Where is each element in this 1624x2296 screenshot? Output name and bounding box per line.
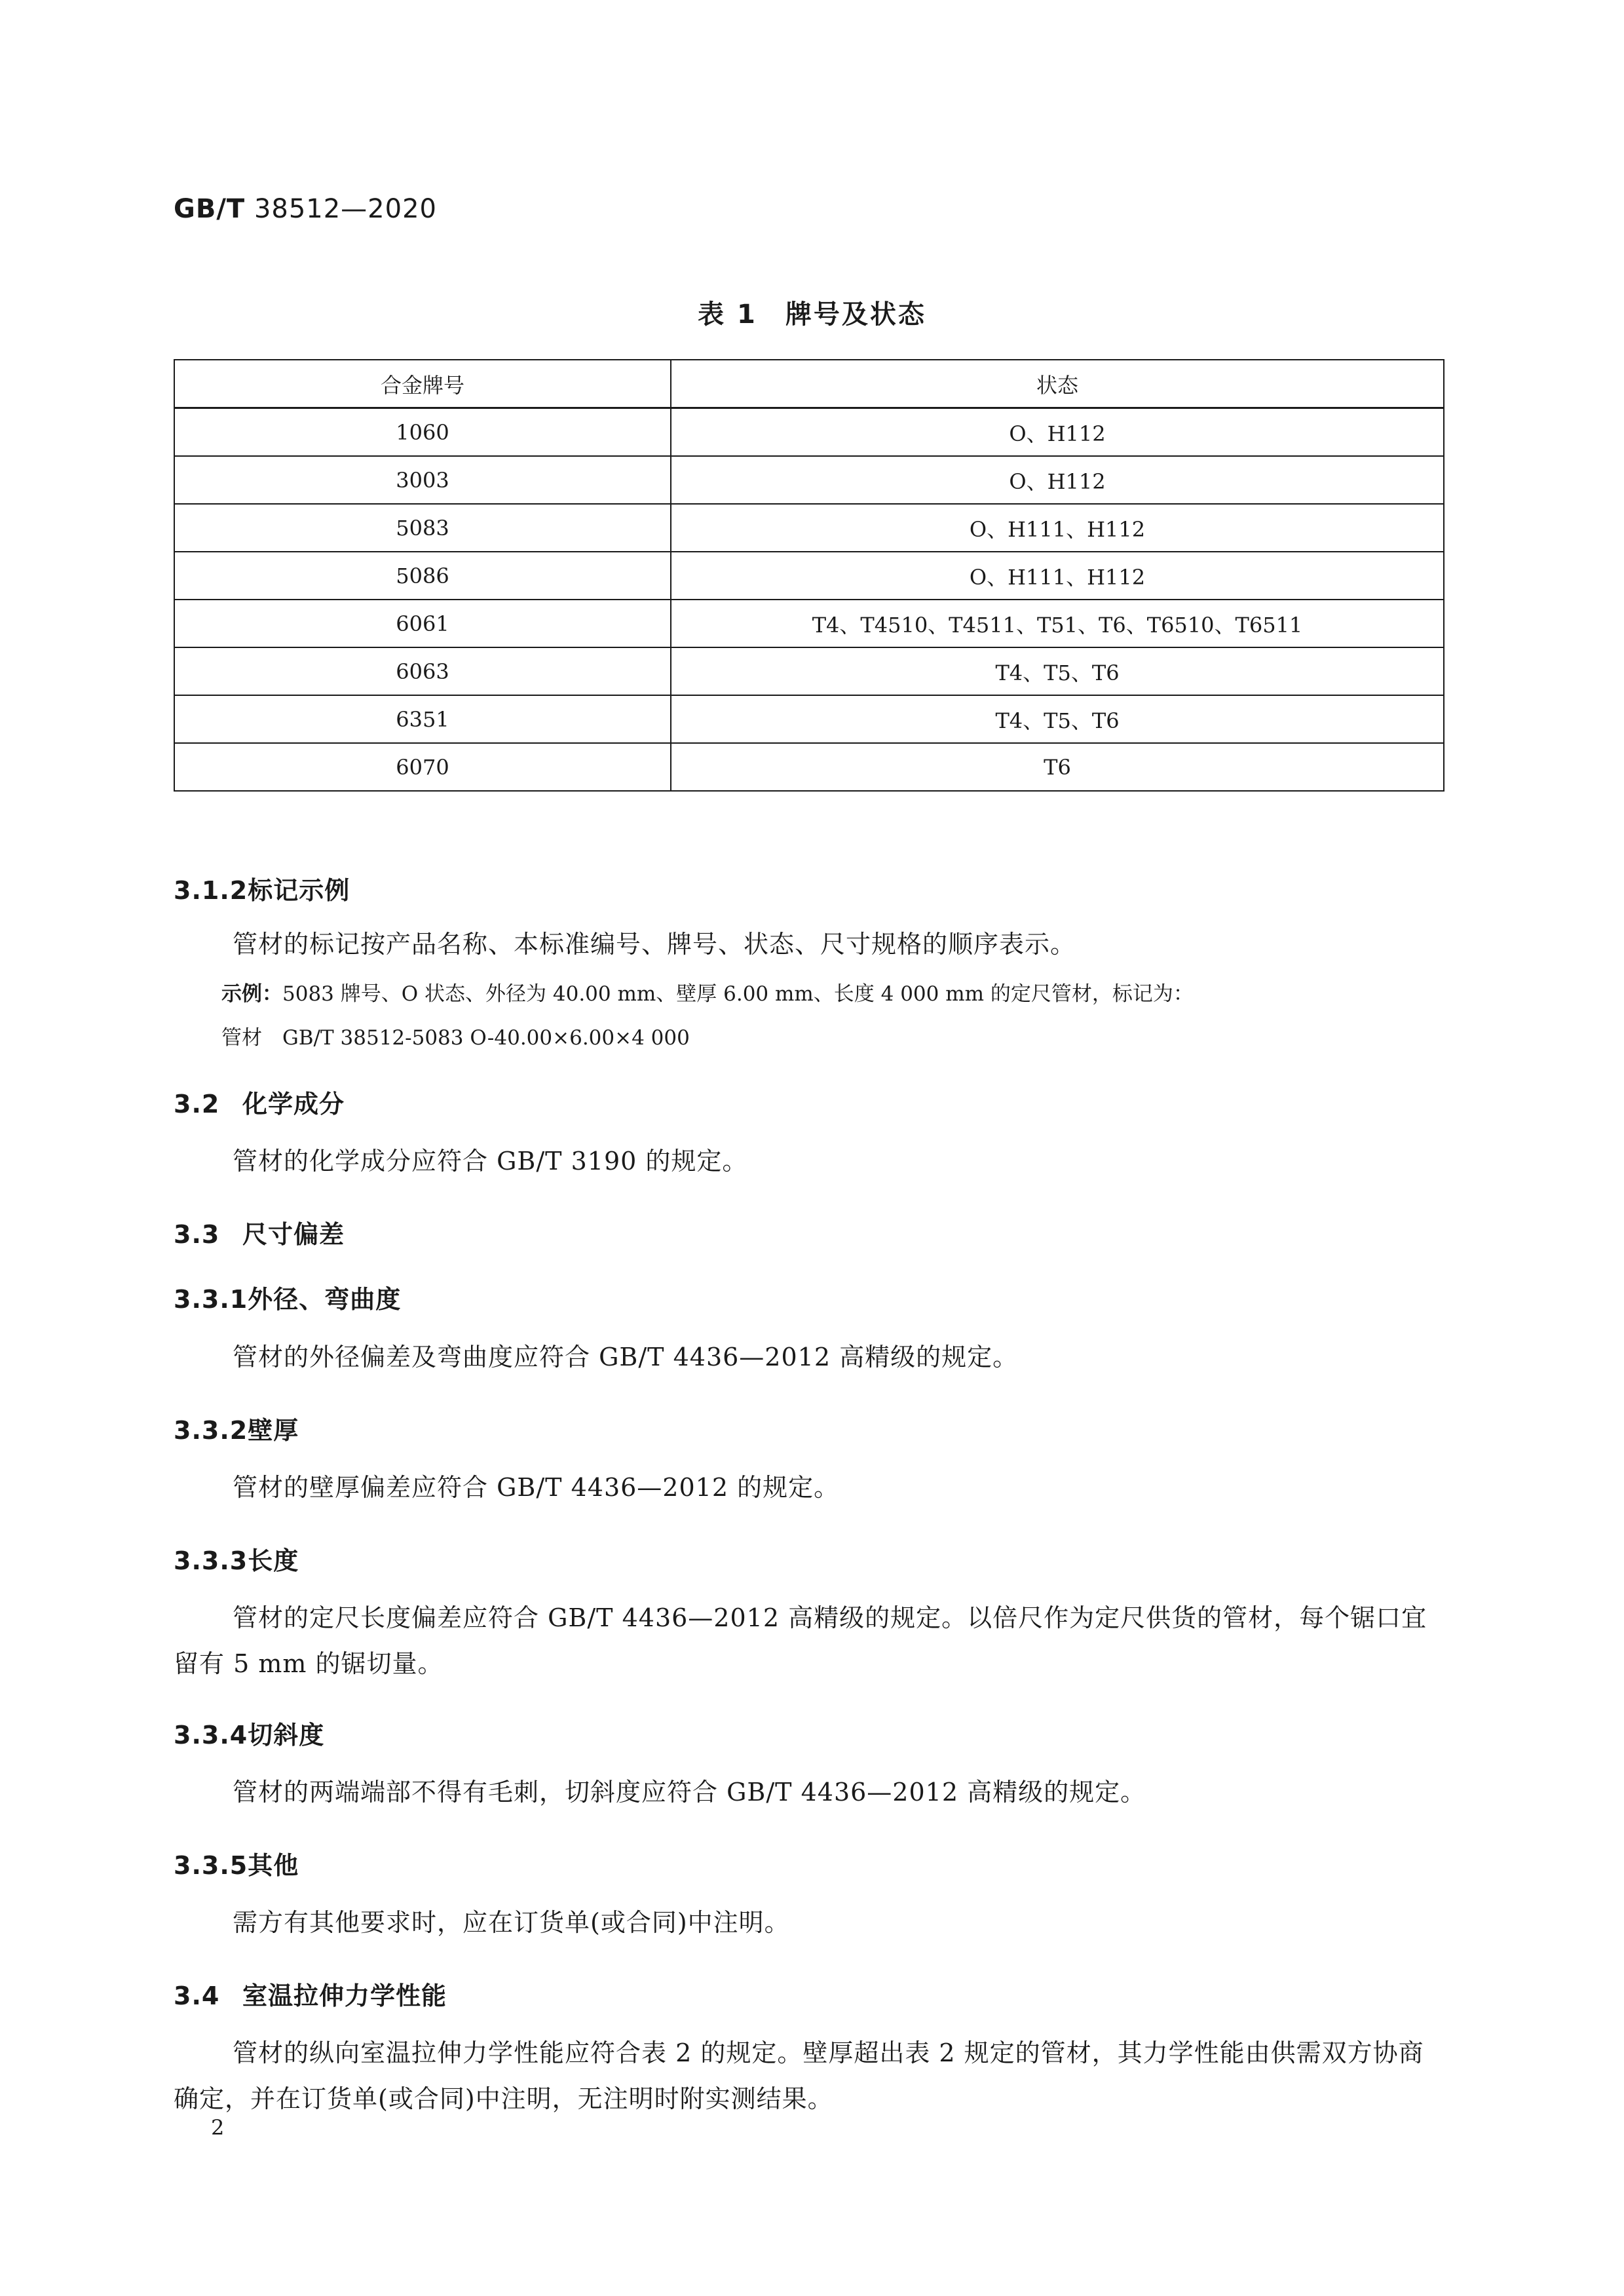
- paragraph-tensile-properties: 管材的纵向室温拉伸力学性能应符合表 2 的规定。壁厚超出表 2 规定的管材，其力学性能由供需双方协商确定，并在订货单(或合同)中注明，无注明时附实测结果。: [174, 2038, 1424, 2113]
- section-heading-3-4: [174, 1976, 447, 2012]
- section-number: 3.2: [174, 1090, 220, 1119]
- paragraph-outer-diameter: 管材的外径偏差及弯曲度应符合 GB/T 4436—2012 高精级的规定。: [233, 1343, 1019, 1371]
- section-number: 3.3.3: [174, 1546, 248, 1575]
- table-row: [174, 552, 1444, 600]
- grade-cell: 1060: [174, 408, 671, 457]
- standard-prefix: GB/T: [174, 194, 246, 224]
- table-row: [174, 647, 1444, 695]
- section-title: 壁厚: [248, 1416, 299, 1445]
- state-cell: O、H111、H112: [671, 552, 1444, 600]
- table-row: [174, 504, 1444, 552]
- section-title: 长度: [248, 1546, 299, 1575]
- section-number: 3.3: [174, 1220, 220, 1249]
- column-header-grade: 合金牌号: [174, 360, 671, 408]
- state-cell: T4、T4510、T4511、T51、T6、T6510、T6511: [671, 600, 1444, 647]
- grade-cell: 6063: [174, 647, 671, 695]
- section-heading-3-3-5: [174, 1845, 299, 1881]
- section-number: 3.3.1: [174, 1285, 248, 1314]
- table-row: [174, 695, 1444, 743]
- marking-designation: 管材 GB/T 38512-5083 O-40.00×6.00×4 000: [221, 1026, 690, 1050]
- section-heading-3-3-3: [174, 1540, 299, 1577]
- grade-cell: 5086: [174, 552, 671, 600]
- section-title: 标记示例: [248, 876, 350, 905]
- grade-cell: 5083: [174, 504, 671, 552]
- section-number: 3.4: [174, 1981, 220, 2010]
- state-cell: O、H112: [671, 456, 1444, 504]
- paragraph-marking: 管材的标记按产品名称、本标准编号、牌号、状态、尺寸规格的顺序表示。: [233, 930, 1076, 959]
- section-heading-3-3-4: [174, 1715, 324, 1751]
- marking-example: [221, 981, 1443, 1007]
- section-title: 切斜度: [248, 1721, 325, 1750]
- section-heading-3-2: [174, 1084, 345, 1120]
- example-label: 示例：: [221, 982, 282, 1006]
- column-header-state: 状态: [671, 360, 1444, 408]
- table-row: [174, 743, 1444, 791]
- state-cell: T4、T5、T6: [671, 695, 1444, 743]
- section-number: 3.3.4: [174, 1721, 248, 1750]
- table-row: [174, 456, 1444, 504]
- paragraph-other: 需方有其他要求时，应在订货单(或合同)中注明。: [233, 1908, 790, 1937]
- paragraph-wall-thickness: 管材的壁厚偏差应符合 GB/T 4436—2012 的规定。: [233, 1473, 840, 1502]
- paragraph-length: 管材的定尺长度偏差应符合 GB/T 4436—2012 高精级的规定。以倍尺作为定尺供货的管材，每个锯口宜留有 5 mm 的锯切量。: [174, 1603, 1427, 1678]
- grade-cell: 6351: [174, 695, 671, 743]
- paragraph-chemical-composition: 管材的化学成分应符合 GB/T 3190 的规定。: [233, 1147, 748, 1176]
- section-number: 3.1.2: [174, 876, 248, 905]
- table-row: [174, 408, 1444, 457]
- table-row: [174, 600, 1444, 647]
- section-heading-3-1-2: [174, 870, 350, 906]
- example-text: 5083 牌号、O 状态、外径为 40.00 mm、壁厚 6.00 mm、长度 4 000 mm 的定尺管材，标记为：: [282, 982, 1194, 1006]
- grade-cell: 3003: [174, 456, 671, 504]
- state-cell: T6: [671, 743, 1444, 791]
- section-title: 外径、弯曲度: [248, 1285, 402, 1314]
- section-title: 室温拉伸力学性能: [242, 1981, 447, 2010]
- section-heading-3-3-1: [174, 1279, 401, 1315]
- table-title: 表 1 牌号及状态: [698, 299, 926, 330]
- section-number: 3.3.5: [174, 1851, 248, 1880]
- section-title: 化学成分: [242, 1090, 345, 1119]
- state-cell: T4、T5、T6: [671, 647, 1444, 695]
- standard-code: [174, 194, 437, 224]
- grade-cell: 6070: [174, 743, 671, 791]
- section-title: 尺寸偏差: [242, 1220, 345, 1249]
- paragraph-bevel: 管材的两端端部不得有毛刺，切斜度应符合 GB/T 4436—2012 高精级的规定。: [233, 1778, 1146, 1807]
- standard-number: 38512—2020: [254, 194, 437, 224]
- state-cell: O、H111、H112: [671, 504, 1444, 552]
- section-heading-3-3-2: [174, 1410, 299, 1446]
- grade-state-table: [174, 359, 1445, 792]
- section-number: 3.3.2: [174, 1416, 248, 1445]
- section-heading-3-3: [174, 1214, 345, 1250]
- table-header-row: [174, 360, 1444, 408]
- section-title: 其他: [248, 1851, 299, 1880]
- page-number: 2: [211, 2115, 225, 2140]
- state-cell: O、H112: [671, 408, 1444, 457]
- grade-cell: 6061: [174, 600, 671, 647]
